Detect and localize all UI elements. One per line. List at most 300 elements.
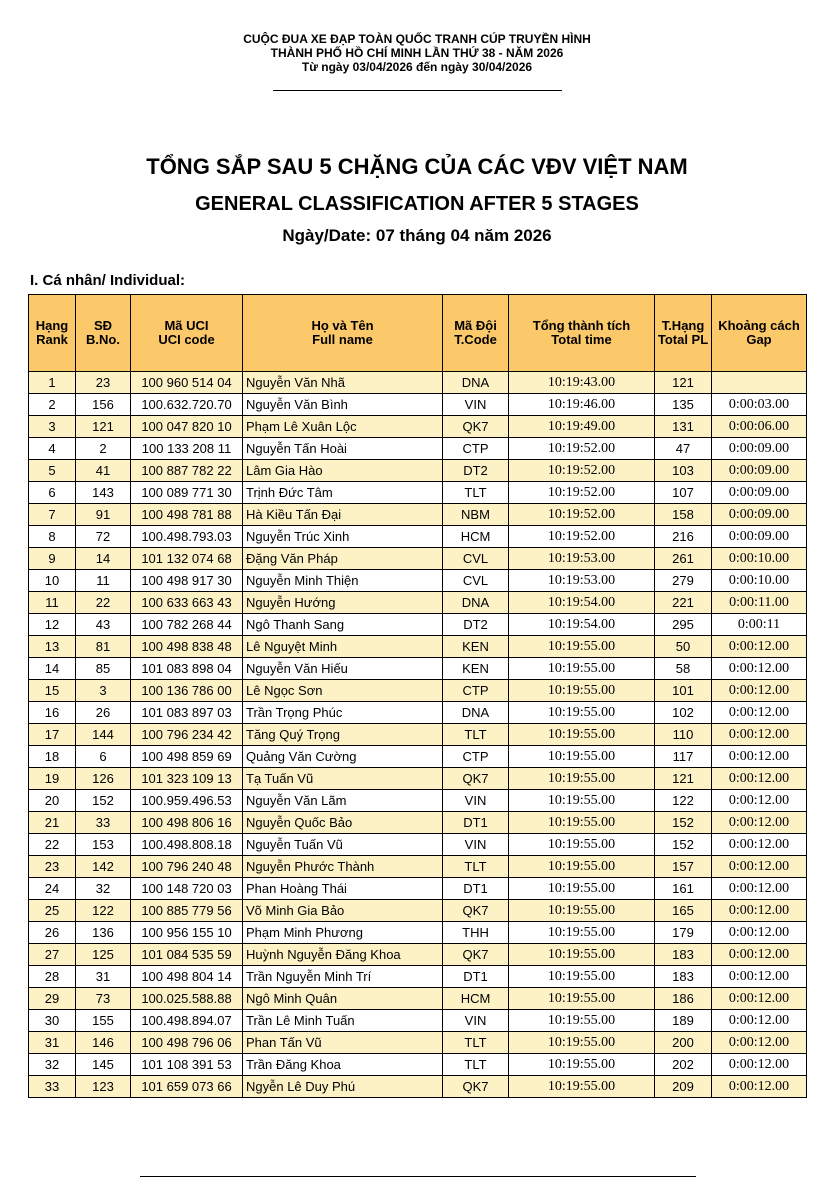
cell-total-time: 10:19:55.00 (509, 680, 655, 702)
cell-uci-code: 101 108 391 53 (131, 1054, 243, 1076)
cell-uci-code: 100 498 859 69 (131, 746, 243, 768)
cell-uci-code: 100 960 514 04 (131, 372, 243, 394)
cell-total-time: 10:19:55.00 (509, 988, 655, 1010)
cell-bib-number: 23 (76, 372, 131, 394)
cell-total-pl: 131 (655, 416, 712, 438)
cell-full-name: Phan Hoàng Thái (243, 878, 443, 900)
cell-team-code: TLT (443, 482, 509, 504)
cell-total-time: 10:19:52.00 (509, 526, 655, 548)
cell-full-name: Nguyễn Minh Thiện (243, 570, 443, 592)
cell-total-pl: 186 (655, 988, 712, 1010)
classification-table (28, 294, 807, 1098)
table-row (29, 1076, 807, 1098)
cell-rank: 27 (29, 944, 76, 966)
cell-team-code: DT2 (443, 614, 509, 636)
cell-team-code: VIN (443, 1010, 509, 1032)
cell-full-name: Quảng Văn Cường (243, 746, 443, 768)
cell-total-time: 10:19:54.00 (509, 614, 655, 636)
cell-team-code: DT1 (443, 966, 509, 988)
cell-rank: 12 (29, 614, 76, 636)
table-row (29, 592, 807, 614)
cell-uci-code: 101 083 897 03 (131, 702, 243, 724)
table-row (29, 526, 807, 548)
header-col-total-time (509, 295, 655, 372)
cell-total-pl: 158 (655, 504, 712, 526)
header-col-team-vi: Mã Đội (454, 318, 497, 333)
cell-full-name: Lê Ngọc Sơn (243, 680, 443, 702)
cell-gap: 0:00:09.00 (712, 460, 807, 482)
cell-total-time: 10:19:55.00 (509, 966, 655, 988)
cell-rank: 4 (29, 438, 76, 460)
cell-bib-number: 142 (76, 856, 131, 878)
cell-total-time: 10:19:55.00 (509, 856, 655, 878)
table-row (29, 966, 807, 988)
cell-gap: 0:00:12.00 (712, 1076, 807, 1098)
cell-gap: 0:00:11.00 (712, 592, 807, 614)
table-row (29, 680, 807, 702)
table-row (29, 922, 807, 944)
cell-gap: 0:00:10.00 (712, 570, 807, 592)
cell-full-name: Tăng Quý Trọng (243, 724, 443, 746)
cell-total-time: 10:19:55.00 (509, 1054, 655, 1076)
cell-total-pl: 183 (655, 944, 712, 966)
cell-total-time: 10:19:55.00 (509, 878, 655, 900)
cell-bib-number: 41 (76, 460, 131, 482)
cell-rank: 22 (29, 834, 76, 856)
cell-total-pl: 189 (655, 1010, 712, 1032)
cell-full-name: Nguyễn Phước Thành (243, 856, 443, 878)
cell-uci-code: 101 132 074 68 (131, 548, 243, 570)
cell-gap: 0:00:12.00 (712, 724, 807, 746)
cell-rank: 20 (29, 790, 76, 812)
cell-bib-number: 155 (76, 1010, 131, 1032)
cell-gap: 0:00:12.00 (712, 988, 807, 1010)
cell-full-name: Hà Kiều Tấn Đại (243, 504, 443, 526)
cell-uci-code: 100 498 804 14 (131, 966, 243, 988)
table-row (29, 504, 807, 526)
table-row (29, 482, 807, 504)
cell-team-code: KEN (443, 658, 509, 680)
cell-bib-number: 122 (76, 900, 131, 922)
cell-gap: 0:00:12.00 (712, 746, 807, 768)
cell-uci-code: 100 089 771 30 (131, 482, 243, 504)
cell-bib-number: 136 (76, 922, 131, 944)
cell-total-pl: 216 (655, 526, 712, 548)
cell-full-name: Lâm Gia Hào (243, 460, 443, 482)
header-col-total-time-en: Total time (551, 332, 612, 347)
report-date: Ngày/Date: 07 tháng 04 năm 2026 (282, 226, 552, 245)
cell-gap: 0:00:12.00 (712, 1032, 807, 1054)
event-title-line1: CUỘC ĐUA XE ĐẠP TOÀN QUỐC TRANH CÚP TRUYỀN HÌNH (243, 32, 591, 46)
cell-total-time: 10:19:55.00 (509, 658, 655, 680)
cell-rank: 25 (29, 900, 76, 922)
cell-total-time: 10:19:54.00 (509, 592, 655, 614)
cell-uci-code: 100 047 820 10 (131, 416, 243, 438)
header-col-rank-en: Rank (36, 332, 68, 347)
cell-gap: 0:00:12.00 (712, 790, 807, 812)
cell-bib-number: 81 (76, 636, 131, 658)
cell-total-pl: 117 (655, 746, 712, 768)
table-row (29, 460, 807, 482)
cell-total-time: 10:19:55.00 (509, 768, 655, 790)
header-divider (273, 90, 562, 91)
header-col-name-vi: Họ và Tên (311, 318, 374, 333)
cell-uci-code: 100 633 663 43 (131, 592, 243, 614)
cell-full-name: Nguyễn Văn Lãm (243, 790, 443, 812)
header-col-uci (131, 295, 243, 372)
cell-team-code: QK7 (443, 768, 509, 790)
cell-team-code: QK7 (443, 416, 509, 438)
cell-gap: 0:00:12.00 (712, 680, 807, 702)
cell-gap: 0:00:12.00 (712, 900, 807, 922)
cell-team-code: CVL (443, 548, 509, 570)
cell-gap: 0:00:12.00 (712, 812, 807, 834)
cell-full-name: Nguyễn Văn Bình (243, 394, 443, 416)
table-row (29, 570, 807, 592)
table-row (29, 416, 807, 438)
table-row (29, 746, 807, 768)
cell-team-code: KEN (443, 636, 509, 658)
cell-rank: 14 (29, 658, 76, 680)
cell-bib-number: 26 (76, 702, 131, 724)
cell-rank: 2 (29, 394, 76, 416)
cell-uci-code: 100 796 240 48 (131, 856, 243, 878)
cell-team-code: NBM (443, 504, 509, 526)
cell-bib-number: 11 (76, 570, 131, 592)
cell-total-time: 10:19:52.00 (509, 438, 655, 460)
cell-rank: 23 (29, 856, 76, 878)
cell-total-time: 10:19:55.00 (509, 922, 655, 944)
cell-bib-number: 153 (76, 834, 131, 856)
cell-gap: 0:00:12.00 (712, 658, 807, 680)
cell-total-pl: 58 (655, 658, 712, 680)
cell-rank: 21 (29, 812, 76, 834)
cell-total-pl: 157 (655, 856, 712, 878)
cell-gap: 0:00:12.00 (712, 768, 807, 790)
table-row (29, 768, 807, 790)
cell-team-code: HCM (443, 988, 509, 1010)
cell-total-pl: 121 (655, 372, 712, 394)
cell-total-pl: 209 (655, 1076, 712, 1098)
section-label: I. Cá nhân/ Individual: (30, 272, 186, 289)
cell-full-name: Phạm Minh Phương (243, 922, 443, 944)
cell-bib-number: 145 (76, 1054, 131, 1076)
cell-uci-code: 100 148 720 03 (131, 878, 243, 900)
header-col-name-en: Full name (312, 332, 373, 347)
header-col-rank-vi: Hạng (35, 318, 69, 333)
cell-full-name: Nguyễn Tuấn Vũ (243, 834, 443, 856)
cell-uci-code: 101 323 109 13 (131, 768, 243, 790)
header-col-rank (29, 295, 76, 372)
header-col-bib-en: B.No. (86, 332, 120, 347)
header-col-uci-vi: Mã UCI (164, 318, 209, 333)
cell-gap (712, 372, 807, 394)
table-row (29, 834, 807, 856)
cell-full-name: Tạ Tuấn Vũ (243, 768, 443, 790)
cell-rank: 18 (29, 746, 76, 768)
cell-uci-code: 101 083 898 04 (131, 658, 243, 680)
cell-rank: 8 (29, 526, 76, 548)
cell-total-pl: 152 (655, 812, 712, 834)
cell-uci-code: 100 498 806 16 (131, 812, 243, 834)
cell-full-name: Phạm Lê Xuân Lộc (243, 416, 443, 438)
cell-total-pl: 165 (655, 900, 712, 922)
cell-total-pl: 101 (655, 680, 712, 702)
cell-full-name: Huỳnh Nguyễn Đăng Khoa (243, 944, 443, 966)
cell-bib-number: 73 (76, 988, 131, 1010)
table-row (29, 790, 807, 812)
cell-total-pl: 261 (655, 548, 712, 570)
cell-bib-number: 43 (76, 614, 131, 636)
cell-bib-number: 85 (76, 658, 131, 680)
cell-team-code: THH (443, 922, 509, 944)
cell-gap: 0:00:09.00 (712, 482, 807, 504)
table-row (29, 614, 807, 636)
cell-gap: 0:00:09.00 (712, 504, 807, 526)
table-row (29, 988, 807, 1010)
cell-rank: 10 (29, 570, 76, 592)
cell-rank: 28 (29, 966, 76, 988)
cell-total-pl: 179 (655, 922, 712, 944)
header-col-total-pl-en: Total PL (657, 332, 709, 347)
cell-total-time: 10:19:55.00 (509, 1032, 655, 1054)
cell-uci-code: 100.498.793.03 (131, 526, 243, 548)
cell-gap: 0:00:12.00 (712, 702, 807, 724)
cell-bib-number: 91 (76, 504, 131, 526)
cell-bib-number: 121 (76, 416, 131, 438)
table-row (29, 856, 807, 878)
event-title-line2: THÀNH PHỐ HỒ CHÍ MINH LẦN THỨ 38 - NĂM 2026 (270, 46, 564, 60)
cell-uci-code: 100 885 779 56 (131, 900, 243, 922)
cell-team-code: TLT (443, 724, 509, 746)
cell-bib-number: 14 (76, 548, 131, 570)
cell-rank: 15 (29, 680, 76, 702)
cell-rank: 3 (29, 416, 76, 438)
cell-total-time: 10:19:52.00 (509, 504, 655, 526)
cell-total-time: 10:19:52.00 (509, 460, 655, 482)
cell-uci-code: 101 084 535 59 (131, 944, 243, 966)
table-row (29, 1010, 807, 1032)
cell-full-name: Trịnh Đức Tâm (243, 482, 443, 504)
table-row (29, 548, 807, 570)
cell-rank: 19 (29, 768, 76, 790)
header-col-gap-en: Gap (746, 332, 772, 347)
cell-bib-number: 22 (76, 592, 131, 614)
cell-uci-code: 100.498.808.18 (131, 834, 243, 856)
cell-rank: 6 (29, 482, 76, 504)
table-row (29, 724, 807, 746)
cell-total-time: 10:19:55.00 (509, 702, 655, 724)
cell-total-pl: 47 (655, 438, 712, 460)
cell-full-name: Nguyễn Văn Hiếu (243, 658, 443, 680)
cell-full-name: Trần Trọng Phúc (243, 702, 443, 724)
cell-team-code: TLT (443, 1032, 509, 1054)
cell-uci-code: 100 136 786 00 (131, 680, 243, 702)
table-row (29, 944, 807, 966)
cell-bib-number: 144 (76, 724, 131, 746)
cell-bib-number: 126 (76, 768, 131, 790)
cell-rank: 24 (29, 878, 76, 900)
cell-uci-code: 100 796 234 42 (131, 724, 243, 746)
cell-total-time: 10:19:55.00 (509, 834, 655, 856)
header-col-bib (76, 295, 131, 372)
header-col-name (243, 295, 443, 372)
cell-total-pl: 202 (655, 1054, 712, 1076)
cell-total-time: 10:19:53.00 (509, 548, 655, 570)
table-row (29, 372, 807, 394)
table-row (29, 1054, 807, 1076)
cell-total-pl: 107 (655, 482, 712, 504)
cell-gap: 0:00:03.00 (712, 394, 807, 416)
cell-total-time: 10:19:49.00 (509, 416, 655, 438)
cell-bib-number: 3 (76, 680, 131, 702)
cell-gap: 0:00:12.00 (712, 922, 807, 944)
cell-team-code: CTP (443, 746, 509, 768)
cell-rank: 9 (29, 548, 76, 570)
cell-team-code: VIN (443, 834, 509, 856)
cell-gap: 0:00:11 (712, 614, 807, 636)
cell-full-name: Trần Nguyễn Minh Trí (243, 966, 443, 988)
cell-total-pl: 135 (655, 394, 712, 416)
cell-uci-code: 100 887 782 22 (131, 460, 243, 482)
cell-bib-number: 33 (76, 812, 131, 834)
cell-rank: 17 (29, 724, 76, 746)
cell-gap: 0:00:12.00 (712, 636, 807, 658)
cell-team-code: TLT (443, 1054, 509, 1076)
cell-uci-code: 100.025.588.88 (131, 988, 243, 1010)
cell-rank: 26 (29, 922, 76, 944)
cell-team-code: DNA (443, 372, 509, 394)
table-row (29, 438, 807, 460)
cell-team-code: DNA (443, 592, 509, 614)
table-row (29, 658, 807, 680)
cell-total-pl: 221 (655, 592, 712, 614)
cell-rank: 11 (29, 592, 76, 614)
cell-team-code: HCM (443, 526, 509, 548)
cell-full-name: Võ Minh Gia Bảo (243, 900, 443, 922)
cell-uci-code: 100 498 917 30 (131, 570, 243, 592)
cell-total-time: 10:19:55.00 (509, 900, 655, 922)
cell-rank: 16 (29, 702, 76, 724)
cell-total-pl: 50 (655, 636, 712, 658)
cell-bib-number: 125 (76, 944, 131, 966)
cell-team-code: QK7 (443, 1076, 509, 1098)
header-col-gap-vi: Khoảng cách (718, 318, 800, 333)
cell-gap: 0:00:12.00 (712, 944, 807, 966)
cell-rank: 29 (29, 988, 76, 1010)
cell-full-name: Phan Tấn Vũ (243, 1032, 443, 1054)
header-col-total-pl-vi: T.Hạng (661, 318, 705, 333)
cell-rank: 7 (29, 504, 76, 526)
cell-full-name: Nguyễn Tấn Hoài (243, 438, 443, 460)
cell-uci-code: 100 498 838 48 (131, 636, 243, 658)
cell-team-code: VIN (443, 790, 509, 812)
page-title-en: GENERAL CLASSIFICATION AFTER 5 STAGES (195, 193, 639, 215)
header-col-total-time-vi: Tổng thành tích (532, 318, 631, 333)
table-row (29, 702, 807, 724)
cell-bib-number: 143 (76, 482, 131, 504)
cell-gap: 0:00:10.00 (712, 548, 807, 570)
cell-gap: 0:00:12.00 (712, 1054, 807, 1076)
cell-total-time: 10:19:55.00 (509, 636, 655, 658)
cell-rank: 1 (29, 372, 76, 394)
cell-full-name: Nguyễn Trúc Xinh (243, 526, 443, 548)
cell-bib-number: 152 (76, 790, 131, 812)
cell-total-time: 10:19:43.00 (509, 372, 655, 394)
cell-total-pl: 295 (655, 614, 712, 636)
cell-full-name: Trần Đăng Khoa (243, 1054, 443, 1076)
event-dates: Từ ngày 03/04/2026 đến ngày 30/04/2026 (301, 60, 533, 74)
cell-uci-code: 100 498 781 88 (131, 504, 243, 526)
header-col-gap (712, 295, 807, 372)
cell-total-pl: 122 (655, 790, 712, 812)
cell-bib-number: 2 (76, 438, 131, 460)
cell-team-code: CTP (443, 438, 509, 460)
cell-total-time: 10:19:55.00 (509, 1076, 655, 1098)
cell-total-time: 10:19:55.00 (509, 724, 655, 746)
cell-total-pl: 200 (655, 1032, 712, 1054)
cell-total-pl: 152 (655, 834, 712, 856)
cell-team-code: CVL (443, 570, 509, 592)
cell-gap: 0:00:09.00 (712, 526, 807, 548)
cell-full-name: Nguyễn Văn Nhã (243, 372, 443, 394)
cell-gap: 0:00:12.00 (712, 834, 807, 856)
cell-team-code: DT1 (443, 812, 509, 834)
table-row (29, 1032, 807, 1054)
cell-team-code: DT1 (443, 878, 509, 900)
cell-bib-number: 156 (76, 394, 131, 416)
cell-uci-code: 100.959.496.53 (131, 790, 243, 812)
cell-uci-code: 100 133 208 11 (131, 438, 243, 460)
cell-uci-code: 100 956 155 10 (131, 922, 243, 944)
cell-total-pl: 183 (655, 966, 712, 988)
cell-bib-number: 123 (76, 1076, 131, 1098)
cell-gap: 0:00:06.00 (712, 416, 807, 438)
cell-total-time: 10:19:55.00 (509, 944, 655, 966)
cell-total-time: 10:19:55.00 (509, 812, 655, 834)
cell-team-code: QK7 (443, 900, 509, 922)
table-row (29, 878, 807, 900)
cell-uci-code: 100 782 268 44 (131, 614, 243, 636)
table-header-row (29, 295, 807, 372)
page-title-vi: TỔNG SẮP SAU 5 CHẶNG CỦA CÁC VĐV VIỆT NAM (146, 154, 688, 179)
cell-total-pl: 110 (655, 724, 712, 746)
cell-bib-number: 31 (76, 966, 131, 988)
header-col-total-pl (655, 295, 712, 372)
cell-total-time: 10:19:55.00 (509, 790, 655, 812)
cell-gap: 0:00:12.00 (712, 856, 807, 878)
cell-total-pl: 279 (655, 570, 712, 592)
cell-team-code: DT2 (443, 460, 509, 482)
cell-rank: 13 (29, 636, 76, 658)
cell-bib-number: 146 (76, 1032, 131, 1054)
cell-rank: 30 (29, 1010, 76, 1032)
cell-gap: 0:00:12.00 (712, 878, 807, 900)
header-col-uci-en: UCI code (158, 332, 215, 347)
cell-total-time: 10:19:55.00 (509, 746, 655, 768)
cell-uci-code: 100.498.894.07 (131, 1010, 243, 1032)
table-row (29, 900, 807, 922)
cell-full-name: Nguyễn Hướng (243, 592, 443, 614)
footer-divider (140, 1176, 696, 1177)
cell-full-name: Lê Nguyệt Minh (243, 636, 443, 658)
cell-team-code: TLT (443, 856, 509, 878)
cell-team-code: CTP (443, 680, 509, 702)
cell-team-code: VIN (443, 394, 509, 416)
cell-total-time: 10:19:53.00 (509, 570, 655, 592)
cell-full-name: Nguyễn Quốc Bảo (243, 812, 443, 834)
cell-total-time: 10:19:46.00 (509, 394, 655, 416)
